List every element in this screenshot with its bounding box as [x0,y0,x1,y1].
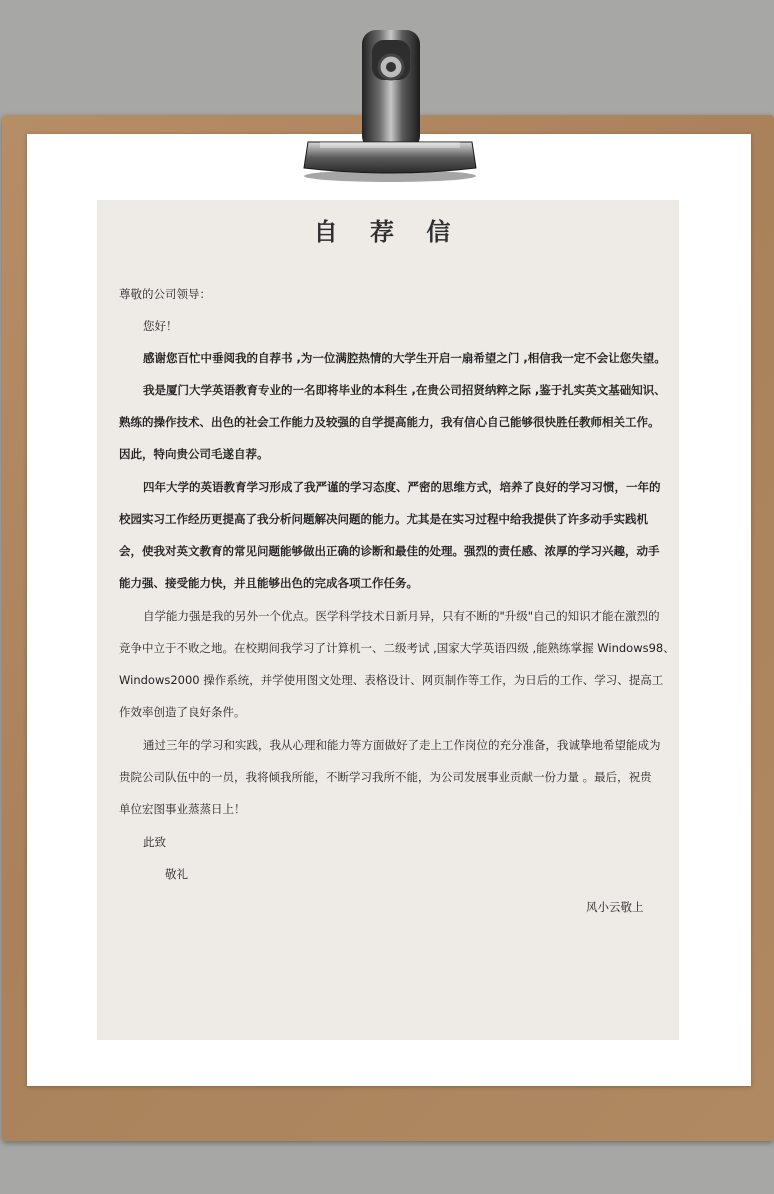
binder-clip-icon [0,0,774,190]
paragraph-3-line-1: 四年大学的英语教育学习形成了我严谨的学习态度、严密的思维方式，培养了良好的学习习惯，一年的 [143,480,661,494]
signature: 风小云敬上 [586,900,644,914]
paragraph-2-line-2: 熟练的操作技术、出色的社会工作能力及较强的自学提高能力，我有信心自己能够很快胜任教师相关工作。 [119,415,660,429]
paragraph-4-line-3: Windows2000 操作系统，并学使用图文处理、表格设计、网页制作等工作，为日后的工作、学习、提高工 [119,673,664,687]
paragraph-2-line-3: 因此，特向贵公司毛遂自荐。 [119,447,269,461]
paragraph-4-line-2: 竞争中立于不败之地。在校期间我学习了计算机一、二级考试 ,国家大学英语四级 ,能熟练掌握 Windows98、 [119,641,675,655]
paragraph-4-line-4: 作效率创造了良好条件。 [119,705,246,719]
paragraph-5-line-1: 通过三年的学习和实践，我从心理和能力等方面做好了走上工作岗位的充分准备，我诚挚地希望能成为 [143,738,661,752]
paragraph-3-line-3: 会，使我对英文教育的常见问题能够做出正确的诊断和最佳的处理。强烈的责任感、浓厚的学习兴趣，动手 [119,544,660,558]
paragraph-2-line-1: 我是厦门大学英语教育专业的一名即将毕业的本科生 ,在贵公司招贤纳粹之际 ,鉴于扎实英文基础知识、 [143,383,666,397]
letter-title: 自 荐 信 [313,218,463,246]
paragraph-3-line-4: 能力强、接受能力快，并且能够出色的完成各项工作任务。 [119,576,418,590]
salutation: 尊敬的公司领导： [119,287,211,301]
paragraph-4-line-1: 自学能力强是我的另外一个优点。医学科学技术日新月异，只有不断的"升级"自己的知识才能在激烈的 [143,609,660,623]
closing-line-1: 此致 [143,835,166,849]
paragraph-5-line-2: 贵院公司队伍中的一员，我将倾我所能，不断学习我所不能，为公司发展事业贡献一份力量 。最后，祝贵 [119,770,652,784]
paragraph-1: 感谢您百忙中垂阅我的自荐书 ,为一位满腔热情的大学生开启一扇希望之门 ,相信我一定不会让您失望。 [143,351,666,365]
greeting: 您好！ [143,319,178,333]
paragraph-3-line-2: 校园实习工作经历更提高了我分析问题解决问题的能力。尤其是在实习过程中给我提供了许多动手实践机 [119,512,648,526]
closing-line-2: 敬礼 [165,867,188,881]
paragraph-5-line-3: 单位宏图事业蒸蒸日上！ [119,802,246,816]
